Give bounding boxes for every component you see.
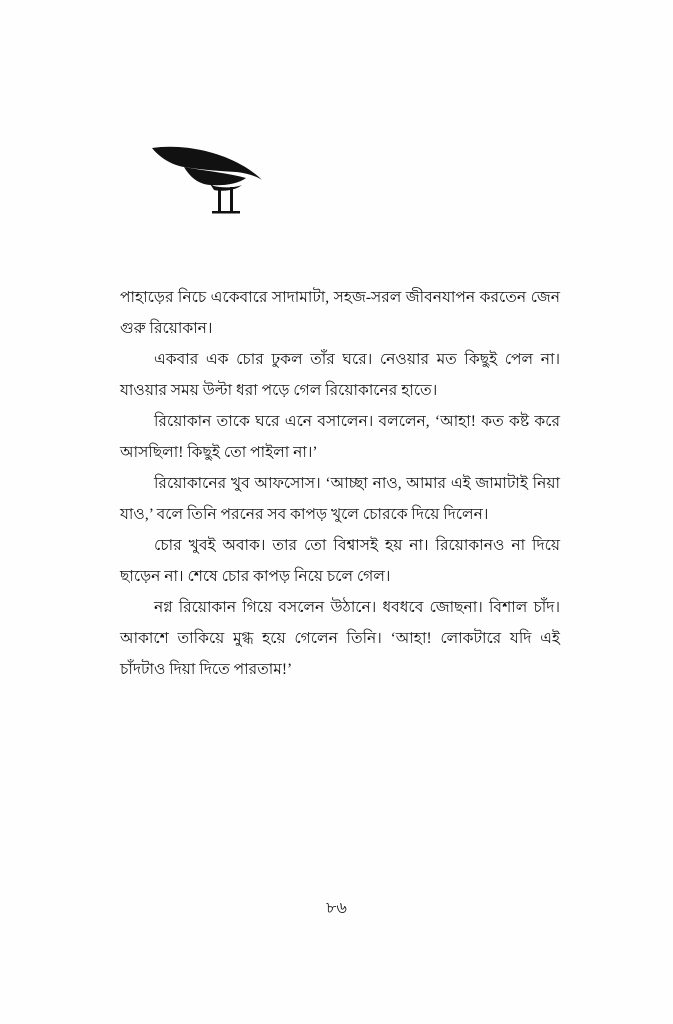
paragraph: চোর খুবই অবাক। তার তো বিশ্বাসই হয় না। রিয়োকানও না দিয়ে ছাড়েন না। শেষে চোর কাপড় নিয়ে চলে গেল। <box>120 537 560 585</box>
page-body <box>120 282 560 685</box>
paragraph: নগ্ন রিয়োকান গিয়ে বসলেন উঠানে। ধবধবে জোছনা। বিশাল চাঁদ। আকাশে তাকিয়ে মুগ্ধ হয়ে গেলেন তিনি। ‘আহা! লোকটারে যদি এই চাঁদটাও দিয়া দিতে পারতাম!’ <box>120 599 560 678</box>
paragraph: রিয়োকান তাকে ঘরে এনে বসালেন। বললেন, ‘আহা! কত কষ্ট করে আসছিলা! কিছুই তো পাইলা না।’ <box>120 413 560 461</box>
bird-ornament <box>150 140 280 220</box>
paragraph: পাহাড়ের নিচে একেবারে সাদামাটা, সহজ-সরল জীবনযাপন করতেন জেন গুরু রিয়োকান। <box>120 289 560 337</box>
paragraph: রিয়োকানের খুব আফসোস। ‘আচ্ছা নাও, আমার এই জামাটাই নিয়া যাও,’ বলে তিনি পরনের সব কাপড় খুলে চোরকে দিয়ে দিলেন। <box>120 475 560 523</box>
paragraph: একবার এক চোর ঢুকল তাঁর ঘরে। নেওয়ার মত কিছুই পেল না। যাওয়ার সময় উল্টা ধরা পড়ে গেল রিয়োকানের হাতে। <box>120 351 560 399</box>
page-number: ৮৬ <box>326 900 347 917</box>
